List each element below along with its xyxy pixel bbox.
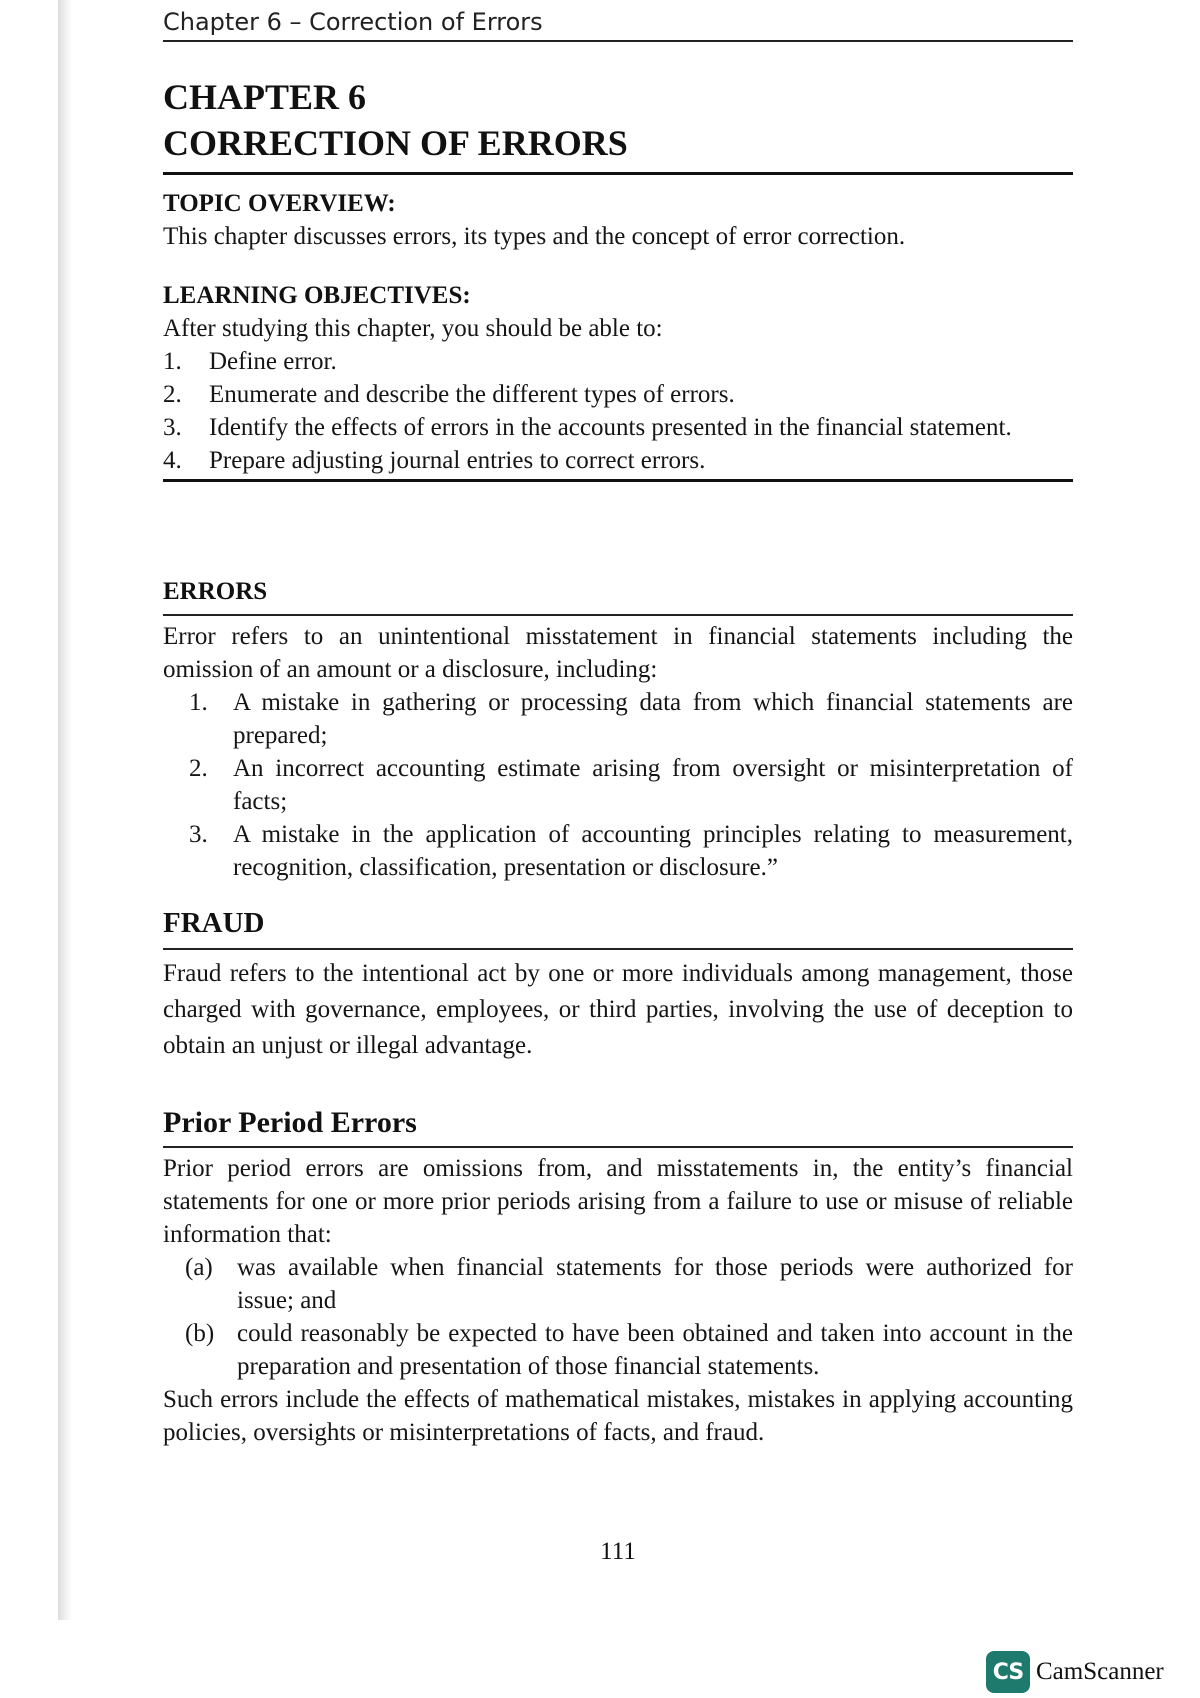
fraud-text: Fraud refers to the intentional act by one or more individuals among management, those charged with governance, employees, or third parties, involving the use of deception to obtain an unjust or illegal advantage. [163, 960, 1073, 1059]
list-item-text: Identify the effects of errors in the accounts presented in the financial statement. [209, 414, 1012, 441]
list-item [163, 1317, 1073, 1383]
list-item-number: 3. [163, 414, 182, 441]
topic-overview-label: TOPIC OVERVIEW: [163, 190, 396, 217]
camscanner-logo-icon: CS [986, 1651, 1030, 1693]
topic-overview-text: This chapter discusses errors, its types and the concept of error correction. [163, 223, 906, 250]
list-item-text: A mistake in gathering or processing data from which financial statements are prepared; [233, 689, 1073, 749]
list-item-number: 4. [163, 447, 182, 474]
prior-period-errors-intro: Prior period errors are omissions from, and misstatements in, the entity’s financial statements for one or more prior periods arising from a failure to use or misuse of reliable information that: [163, 1155, 1073, 1248]
list-item-text: could reasonably be expected to have been obtained and taken into account in the preparation and presentation of those financial statements. [237, 1320, 1073, 1380]
list-item [163, 411, 1073, 444]
section-divider [163, 948, 1073, 950]
list-item-number: 1. [163, 348, 182, 375]
page-number: 111 [600, 1538, 636, 1565]
list-item-text: was available when financial statements for those periods were authorized for issue; and [237, 1254, 1073, 1314]
section-divider [163, 479, 1073, 482]
list-item-number: 3. [189, 821, 208, 848]
errors-list [163, 686, 1073, 884]
prior-period-errors-list [163, 1251, 1073, 1383]
prior-period-errors-section [163, 1104, 1073, 1449]
list-item [163, 752, 1073, 818]
learning-objectives-label: LEARNING OBJECTIVES: [163, 282, 471, 309]
list-item-number: (a) [185, 1254, 213, 1281]
fraud-section [163, 904, 1073, 1064]
binding-shadow [58, 0, 72, 1620]
list-item-number: 1. [189, 689, 208, 716]
list-item-text: Define error. [209, 348, 337, 375]
running-head: Chapter 6 – Correction of Errors [163, 8, 1073, 42]
chapter-number: CHAPTER 6 [163, 77, 367, 117]
errors-label: ERRORS [163, 578, 268, 605]
list-item-text: An incorrect accounting estimate arising from oversight or misinterpretation of facts; [233, 755, 1073, 815]
list-item-number: 2. [189, 755, 208, 782]
fraud-label: FRAUD [163, 907, 265, 939]
list-item [163, 686, 1073, 752]
list-item-number: 2. [163, 381, 182, 408]
errors-section [163, 576, 1073, 884]
learning-objectives-section [163, 280, 1073, 482]
learning-objectives-intro: After studying this chapter, you should be able to: [163, 315, 663, 342]
chapter-heading [163, 74, 1073, 175]
list-item [163, 345, 1073, 378]
camscanner-watermark [986, 1650, 1164, 1694]
prior-period-errors-label: Prior Period Errors [163, 1106, 417, 1139]
list-item [163, 378, 1073, 411]
list-item-text: Prepare adjusting journal entries to correct errors. [209, 447, 706, 474]
list-item-text: Enumerate and describe the different types of errors. [209, 381, 735, 408]
list-item [163, 444, 1073, 477]
chapter-title: CORRECTION OF ERRORS [163, 123, 628, 163]
list-item [163, 1251, 1073, 1317]
list-item-number: (b) [185, 1320, 215, 1347]
list-item-text: A mistake in the application of accounting principles relating to measurement, recognition, classification, presentation or disclosure.” [233, 821, 1073, 881]
errors-intro: Error refers to an unintentional misstatement in financial statements including the omission of an amount or a disclosure, including: [163, 623, 1073, 683]
section-divider [163, 1146, 1073, 1148]
section-divider [163, 614, 1073, 616]
learning-objectives-list [163, 345, 1073, 477]
topic-overview-section [163, 188, 1073, 253]
prior-period-errors-closing: Such errors include the effects of mathematical mistakes, mistakes in applying accounting policies, oversights or misinterpretations of facts, and fraud. [163, 1386, 1073, 1446]
list-item [163, 818, 1073, 884]
camscanner-text: CamScanner [1036, 1658, 1164, 1685]
